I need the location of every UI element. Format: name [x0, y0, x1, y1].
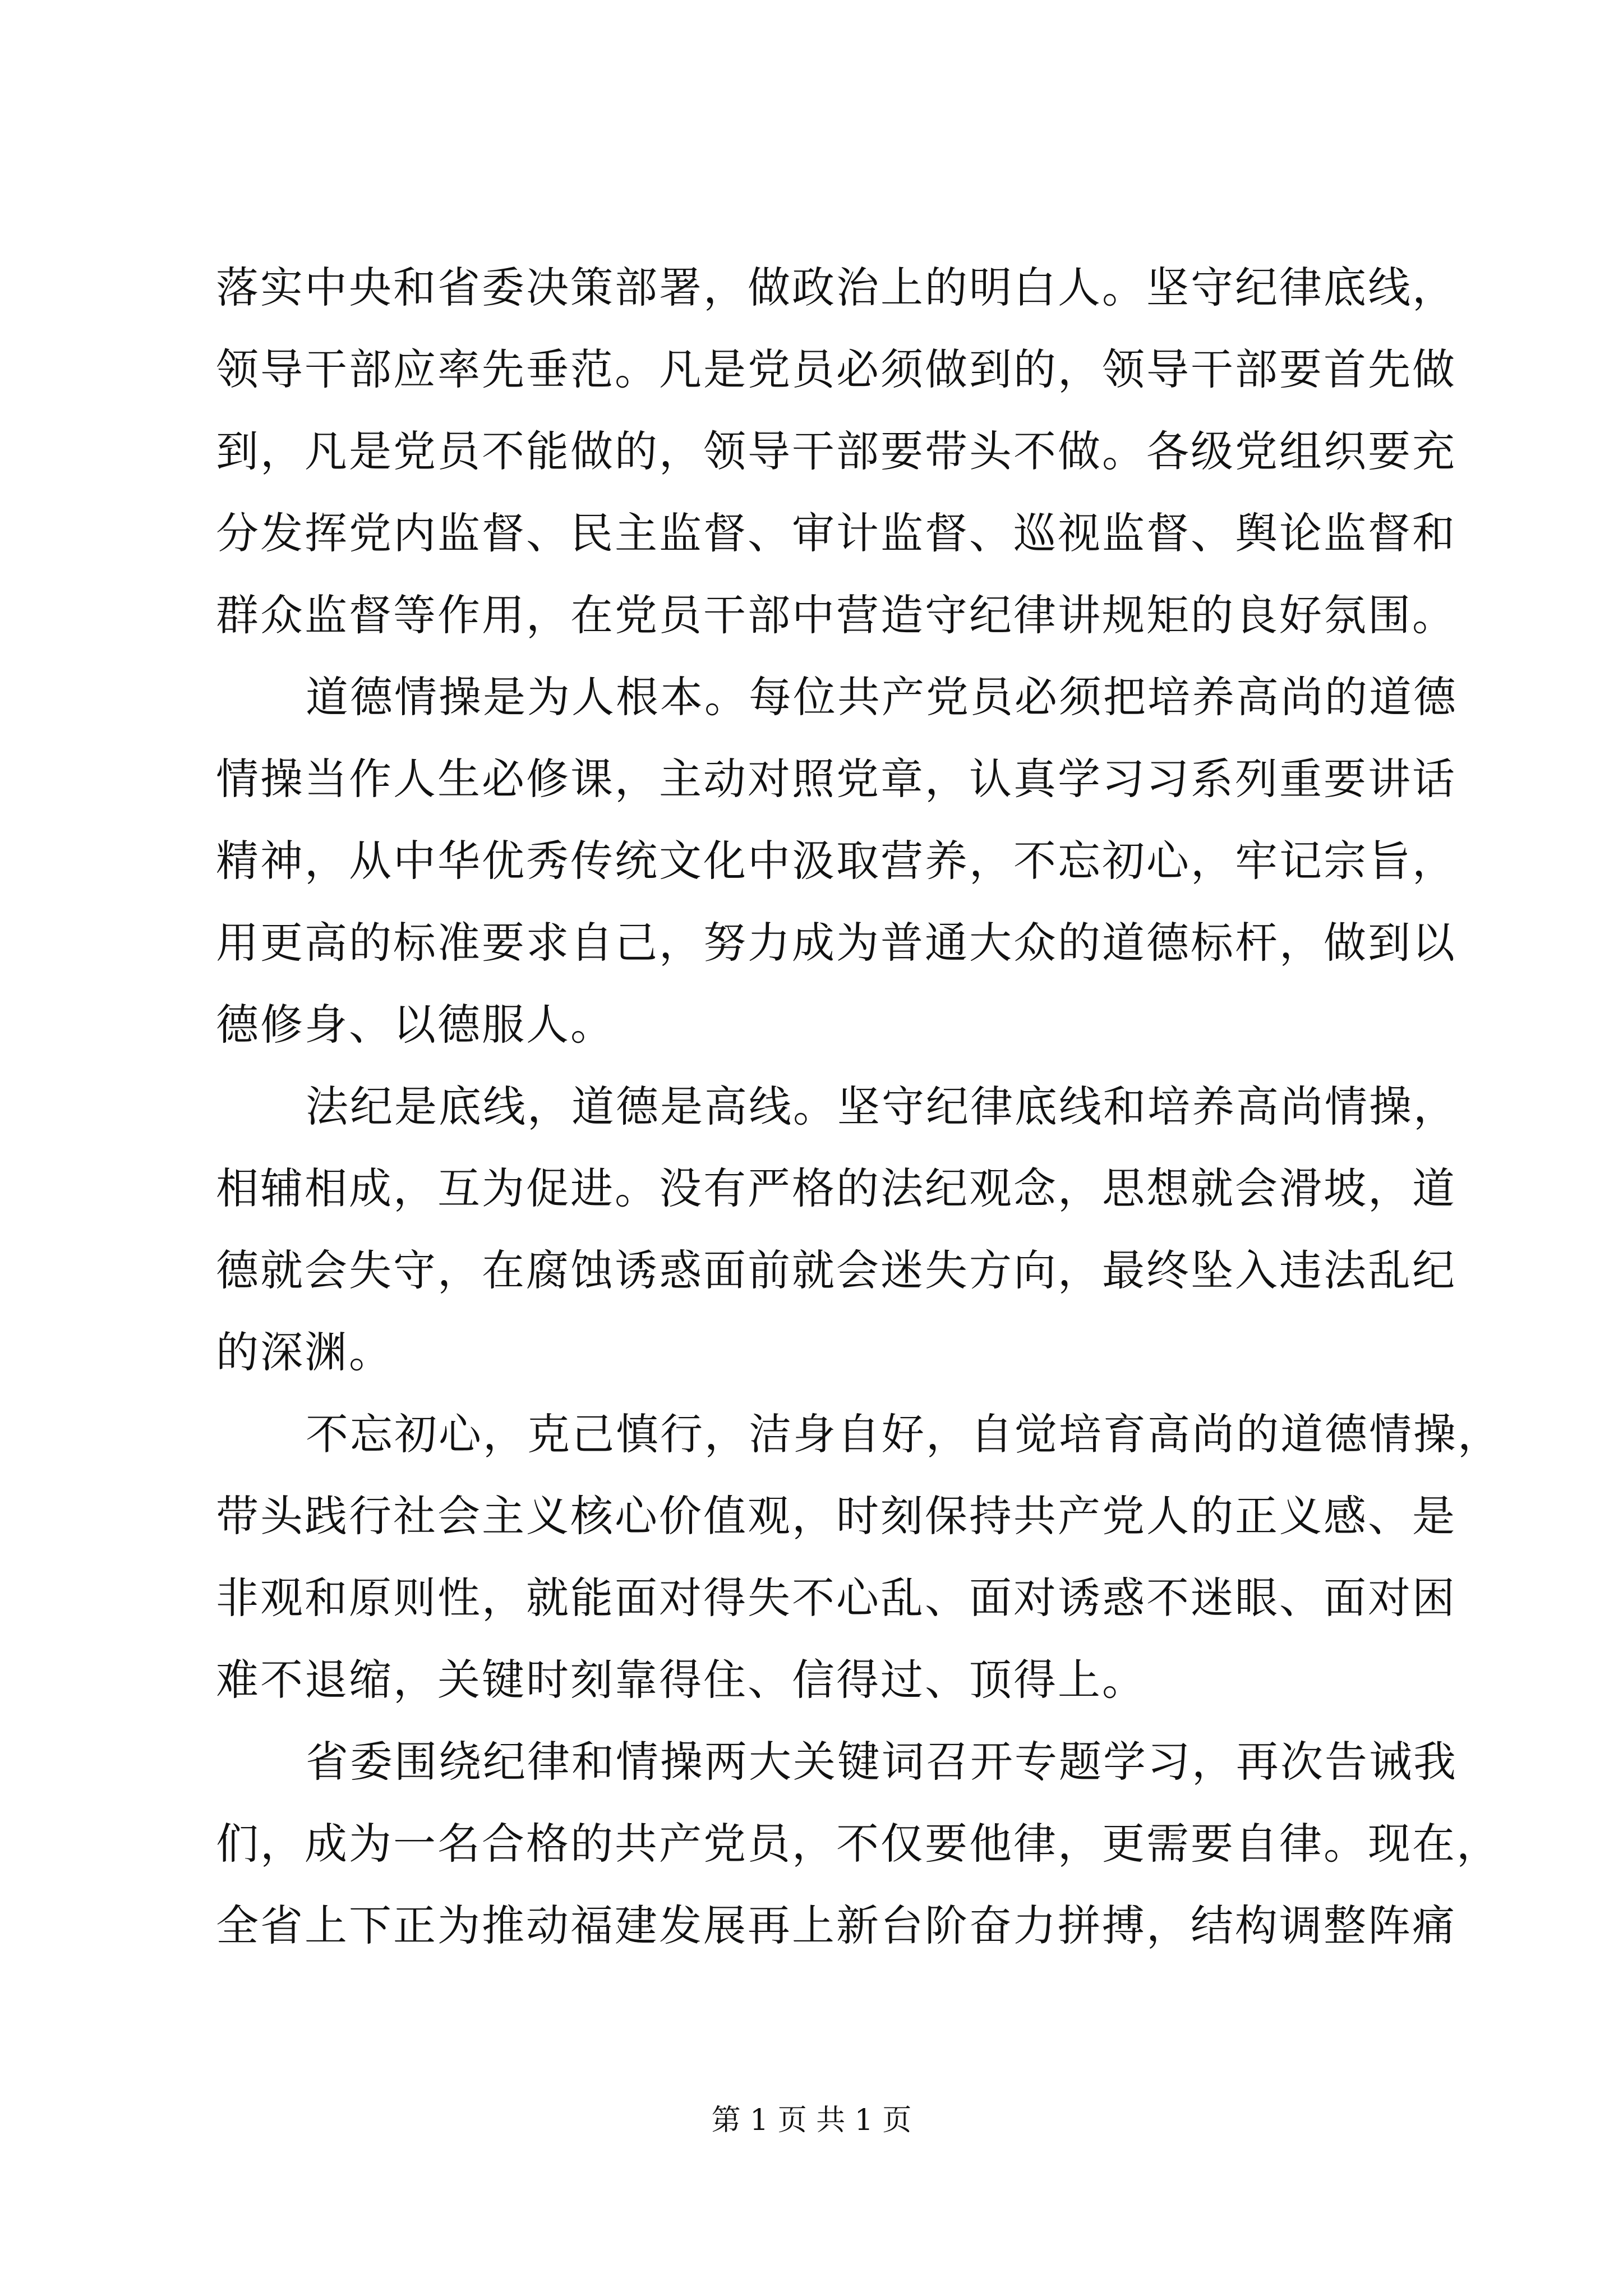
- text-line: 到，凡是党员不能做的，领导干部要带头不做。各级党组织要充: [216, 426, 1456, 476]
- paragraph-last-line: 的深渊。: [216, 1327, 393, 1377]
- text-line: 分发挥党内监督、民主监督、审计监督、巡视监督、舆论监督和: [216, 508, 1456, 558]
- text-line: 带头践行社会主义核心价值观，时刻保持共产党人的正义感、是: [216, 1491, 1456, 1541]
- text-line: 相辅相成，互为促进。没有严格的法纪观念，思想就会滑坡，道: [216, 1163, 1456, 1213]
- paragraph-first-line: 法纪是底线，道德是高线。坚守纪律底线和培养高尚情操，: [306, 1082, 1458, 1131]
- paragraph-last-line: 德修身、以德服人。: [216, 1000, 615, 1050]
- paragraph-first-line: 道德情操是为人根本。每位共产党员必须把培养高尚的道德: [306, 672, 1458, 722]
- text-line: 全省上下正为推动福建发展再上新台阶奋力拼搏，结构调整阵痛: [216, 1901, 1456, 1950]
- text-line: 领导干部应率先垂范。凡是党员必须做到的，领导干部要首先做: [216, 344, 1456, 394]
- text-line: 用更高的标准要求自己，努力成为普通大众的道德标杆，做到以: [216, 918, 1456, 968]
- text-line: 非观和原则性，就能面对得失不心乱、面对诱惑不迷眼、面对困: [216, 1573, 1456, 1623]
- text-line: 们，成为一名合格的共产党员，不仅要他律，更需要自律。现在，: [216, 1819, 1501, 1869]
- text-line: 精神，从中华优秀传统文化中汲取营养，不忘初心，牢记宗旨，: [216, 836, 1456, 886]
- document-body: [216, 247, 1502, 1967]
- paragraph-first-line: 不忘初心，克己慎行，洁身自好，自觉培育高尚的道德情操，: [306, 1409, 1502, 1459]
- text-line: 落实中央和省委决策部署，做政治上的明白人。坚守纪律底线，: [216, 263, 1456, 312]
- page-number-footer: 第 1 页 共 1 页: [711, 2104, 912, 2137]
- text-line: 群众监督等作用，在党员干部中营造守纪律讲规矩的良好氛围。: [216, 590, 1456, 640]
- text-line: 德就会失守，在腐蚀诱惑面前就会迷失方向，最终坠入违法乱纪: [216, 1245, 1456, 1295]
- paragraph-first-line: 省委围绕纪律和情操两大关键词召开专题学习，再次告诫我: [306, 1737, 1458, 1787]
- text-line: 情操当作人生必修课，主动对照党章，认真学习习系列重要讲话: [216, 754, 1456, 804]
- paragraph-last-line: 难不退缩，关键时刻靠得住、信得过、顶得上。: [216, 1655, 1146, 1705]
